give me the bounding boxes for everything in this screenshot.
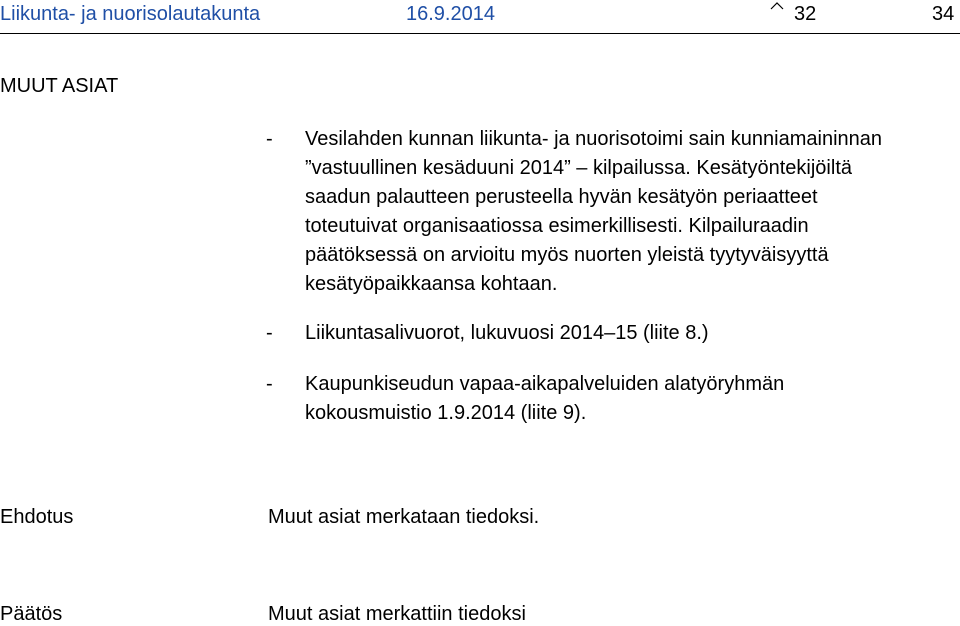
header-organization: Liikunta- ja nuorisolautakunta: [0, 3, 261, 25]
header-page-number: 32: [794, 3, 817, 25]
list-item-line: kokousmuistio 1.9.2014 (liite 9).: [305, 402, 587, 424]
list-item-line: kesätyöpaikkaansa kohtaan.: [305, 273, 558, 295]
list-item-line: ”vastuullinen kesäduuni 2014” – kilpailussa. Kesätyöntekijöiltä: [305, 157, 852, 179]
decision-text: Muut asiat merkattiin tiedoksi: [268, 603, 526, 625]
list-item-line: Vesilahden kunnan liikunta- ja nuorisotoimi sain kunniamaininnan: [305, 128, 883, 150]
proposal-text: Muut asiat merkataan tiedoksi.: [268, 506, 540, 528]
list-item-line: Kaupunkiseudun vapaa-aikapalveluiden alatyöryhmän: [305, 373, 785, 395]
list-item-dash: -: [266, 322, 273, 344]
list-item-dash: -: [266, 373, 273, 395]
tab-marker-icon: [770, 0, 784, 14]
section-title: MUUT ASIAT: [0, 75, 119, 97]
decision-label: Päätös: [0, 603, 63, 625]
list-item-line: Liikuntasalivuorot, lukuvuosi 2014–15 (liite 8.): [305, 322, 709, 344]
header-divider: [0, 33, 960, 34]
list-item-dash: -: [266, 128, 273, 150]
header-total-pages: 34: [932, 3, 955, 25]
list-item-line: saadun palautteen perusteella hyvän kesätyön periaatteet: [305, 186, 818, 208]
list-item-line: toteutuivat organisaatiossa esimerkillisesti. Kilpailuraadin: [305, 215, 809, 237]
proposal-label: Ehdotus: [0, 506, 74, 528]
list-item-line: päätöksessä on arvioitu myös nuorten yleistä tyytyväisyyttä: [305, 244, 829, 266]
header-date: 16.9.2014: [406, 3, 495, 25]
